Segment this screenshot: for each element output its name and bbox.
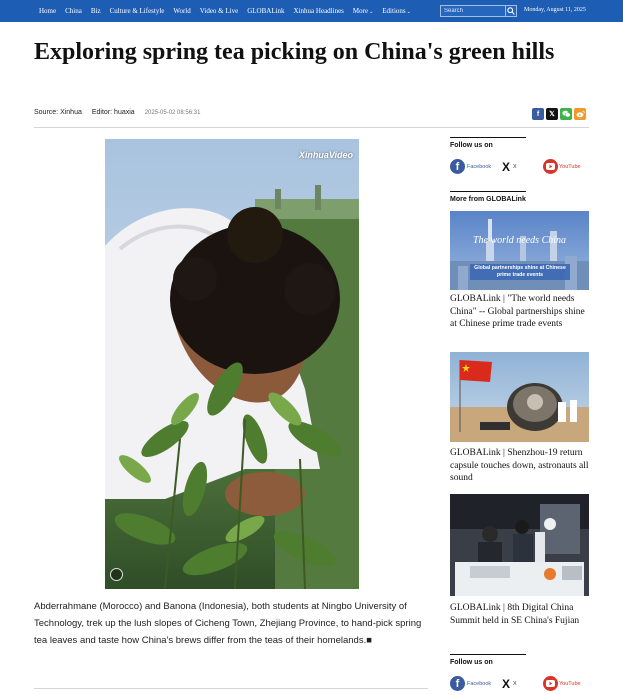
facebook-icon: f	[450, 676, 465, 691]
article-source: Source: Xinhua	[34, 109, 82, 116]
article-video[interactable]	[105, 139, 359, 589]
x-link[interactable]	[502, 160, 543, 174]
card-image-shenzhou-19[interactable]	[450, 352, 589, 442]
x-label: X	[513, 163, 517, 170]
article-title: Exploring spring tea picking on China's green hills	[34, 39, 555, 65]
facebook-icon[interactable]: f	[532, 108, 544, 120]
search-input[interactable]	[441, 6, 505, 16]
youtube-icon	[543, 159, 558, 174]
card-title-digital-china-summit[interactable]: GLOBALink | 8th Digital China Summit held in SE China's Fujian	[450, 603, 580, 626]
article-timestamp: 2025-05-02 08:56:31	[144, 109, 201, 116]
facebook-link[interactable]	[450, 676, 502, 691]
wechat-icon[interactable]	[560, 108, 572, 120]
search-box	[440, 5, 517, 17]
sidebar-rule	[450, 654, 526, 655]
x-link[interactable]	[502, 677, 543, 691]
nav-china[interactable]: China	[65, 7, 82, 15]
share-buttons	[532, 108, 586, 120]
facebook-label: Facebook	[467, 680, 492, 687]
youtube-label: YouTube	[559, 680, 581, 687]
chevron-down-icon: ⌄	[369, 10, 374, 15]
sidebar-rule	[450, 191, 526, 192]
search-icon[interactable]	[505, 6, 516, 16]
facebook-link[interactable]	[450, 159, 502, 174]
nav-home[interactable]: Home	[39, 7, 57, 15]
follow-us-heading-2: Follow us on	[450, 659, 493, 666]
more-from-globalink-heading: More from GLOBALink	[450, 196, 526, 203]
nav-globalink[interactable]: GLOBALink	[247, 7, 285, 15]
facebook-icon: f	[450, 159, 465, 174]
article-editor: Editor: huaxia	[91, 109, 135, 116]
social-links-2	[450, 676, 581, 691]
card-image-title: The world needs China	[472, 235, 567, 246]
facebook-label: Facebook	[467, 163, 492, 170]
caption-end-mark: ■	[366, 635, 372, 647]
divider	[34, 688, 428, 689]
social-links	[450, 159, 581, 174]
play-icon[interactable]	[110, 568, 123, 581]
article-caption	[34, 598, 434, 650]
nav-editions-label: Editions	[382, 7, 406, 15]
card-image-digital-china-summit[interactable]	[450, 494, 589, 596]
nav-xinhua-headlines[interactable]: Xinhua Headlines	[293, 7, 344, 15]
youtube-link[interactable]	[543, 159, 581, 174]
current-date: Monday, August 11, 2025	[524, 7, 586, 13]
youtube-icon	[543, 676, 558, 691]
weibo-icon[interactable]	[574, 108, 586, 120]
nav-editions[interactable]	[382, 7, 411, 15]
video-watermark: XinhuaVideo	[298, 150, 353, 160]
return-capsule-image	[450, 352, 589, 442]
nav-culture-lifestyle[interactable]: Culture & Lifestyle	[109, 7, 165, 15]
card-title-world-needs-china[interactable]: GLOBALink | "The world needs China" -- Global partnerships shine at Chinese prime trade events	[450, 294, 585, 330]
youtube-link[interactable]	[543, 676, 581, 691]
card-title-shenzhou-19[interactable]: GLOBALink | Shenzhou-19 return capsule touches down, astronauts all sound	[450, 448, 589, 484]
nav-menu	[39, 0, 411, 22]
card-image-subtitle: Global partnerships shine at Chinese prime trade events	[474, 265, 566, 278]
follow-us-heading: Follow us on	[450, 142, 493, 149]
nav-biz[interactable]: Biz	[90, 7, 101, 15]
summit-robot-image	[450, 494, 589, 596]
x-icon: X	[502, 676, 511, 691]
top-navigation-bar	[0, 0, 623, 22]
caption-text: Abderrahmane (Morocco) and Banona (Indonesia), both students at Ningbo University of Technology, trek up the lush slopes of Cicheng Town, Zhejiang Province, to hand-pick spring tea leaves and taste how China's brews differ from the teas of their homelands.	[34, 601, 422, 647]
tea-picking-photo	[105, 139, 359, 589]
sidebar-rule	[450, 137, 526, 138]
chevron-down-icon: ⌄	[406, 10, 411, 15]
nav-world[interactable]: World	[173, 7, 191, 15]
nav-more-label: More	[352, 7, 369, 15]
card-image-world-needs-china[interactable]	[450, 211, 589, 290]
article-meta	[34, 109, 200, 116]
x-label: X	[513, 680, 517, 687]
x-icon[interactable]: 𝕏	[546, 108, 558, 120]
nav-more[interactable]	[353, 7, 373, 15]
youtube-label: YouTube	[559, 163, 581, 170]
x-icon: X	[502, 159, 511, 174]
nav-video-live[interactable]: Video & Live	[199, 7, 239, 15]
divider	[34, 127, 589, 128]
